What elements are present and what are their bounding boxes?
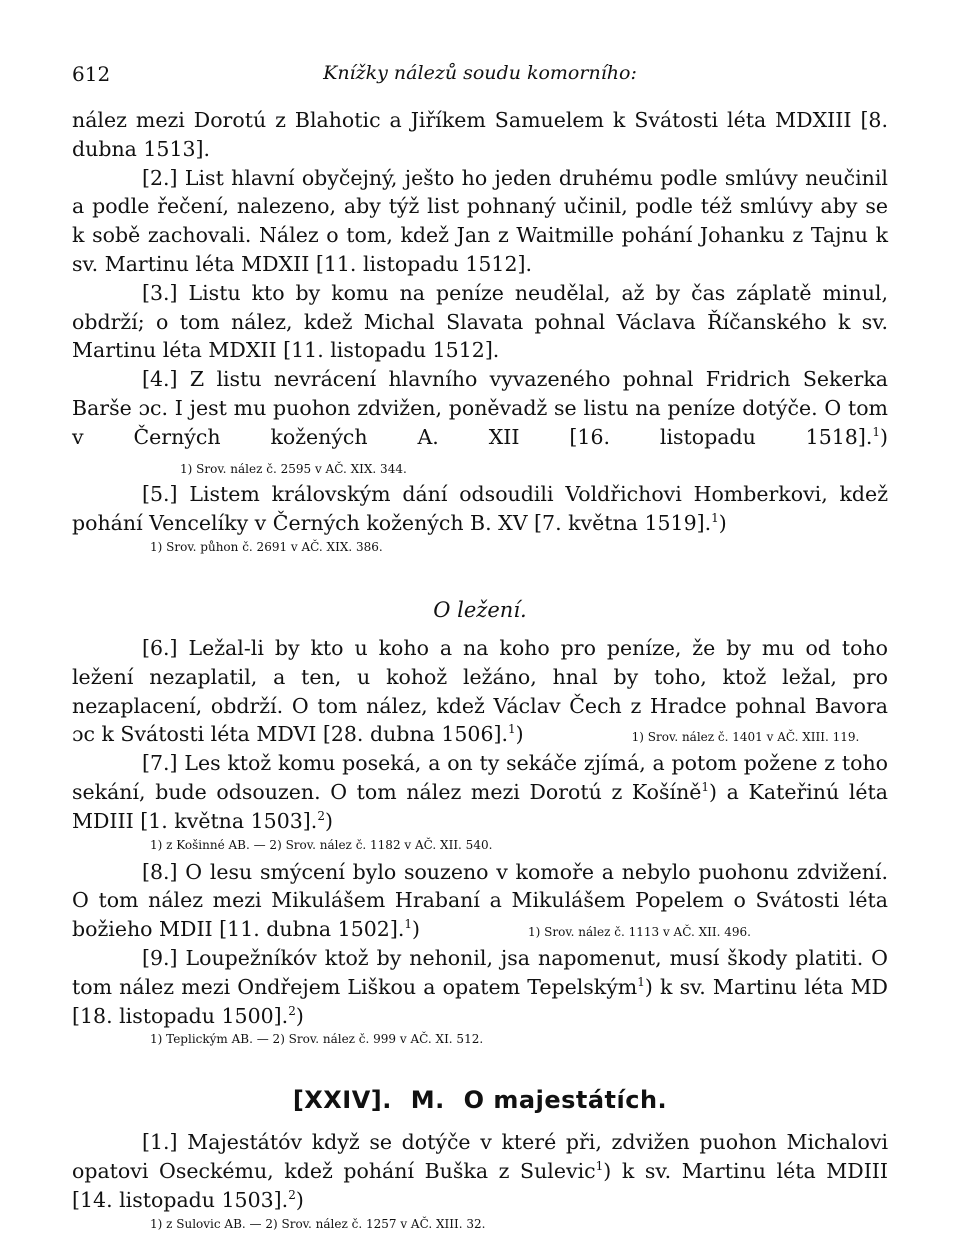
running-head: [72, 62, 888, 92]
page-number: 612: [72, 62, 111, 86]
footnote-7: 1) z Košinné AB. — 2) Srov. nález č. 1182 v AČ. XII. 540.: [150, 837, 493, 852]
footnote-8: 1) Srov. nález č. 1113 v AČ. XII. 496.: [528, 925, 751, 940]
footnote-mark: 1: [872, 424, 880, 439]
paragraph-10: [72, 1128, 888, 1214]
footnote-mark-close: ): [295, 1003, 304, 1028]
section-heading: O ležení.: [433, 597, 527, 622]
footnote-mark: 1: [508, 722, 516, 737]
footnote-mark-close: ): [515, 722, 524, 747]
footnote-mark-close: ): [718, 511, 727, 536]
paragraph-1: nález mezi Dorotú z Blahotic a Jiříkem Samuelem k Svátosti léta MDXIII [8. dubna 1513].: [72, 108, 888, 161]
paragraph-8: [72, 858, 888, 944]
footnote-mark: 1: [711, 511, 719, 526]
paragraph-9-text-a: [9.] Loupežníkóv ktož by nehonil, jsa napomenut, musí škody platiti. O tom nález mezi Ondřejem Liškou a opatem Tepelským: [72, 945, 888, 999]
paragraph-10-text-b: ) k sv. Martinu léta MDIII [14. listopadu 1503].: [72, 1159, 888, 1212]
footnote-5: 1) Srov. půhon č. 2691 v AČ. XIX. 386.: [150, 539, 383, 554]
footnote-4: 1) Srov. nález č. 2595 v AČ. XIX. 344.: [180, 461, 407, 476]
paragraph-9-text-b: ) k sv. Martinu léta MD [18. listopadu 1500].: [72, 974, 888, 1028]
paragraph-3: [3.] Listu kto by komu na peníze neudělal, až by čas záplatě minul, obdrží; o tom nález, kdež Michal Slavata pohnal Václava Říčanského k sv. Martinu léta MDXII [11. listopadu 1512].: [72, 280, 888, 363]
footnote-mark: 2: [317, 808, 325, 823]
footnote-mark: 1: [404, 917, 412, 932]
chapter-letter: M.: [410, 1086, 445, 1115]
paragraph-7-text-a: [7.] Les ktož komu poseká, a on ty sekáče zjímá, a potom požene z toho sekání, bude odsouzen. O tom nález mezi Dorotú z Košíně: [72, 751, 888, 804]
paragraph-9: [72, 944, 888, 1030]
paragraph-7-text-b: ) a Kateřinú léta MDIII [1. května 1503].: [72, 779, 888, 833]
footnote-mark: 2: [288, 1188, 296, 1203]
paragraph-4-text: [4.] Z listu nevrácení hlavního vyvazeného pohnal Fridrich Sekerka Barše ɔc. I jest mu puohon zdvižen, poněvadž se listu na peníze dotýče. O tom v Černých kožených A. XII [16. listopadu 1518].: [72, 367, 888, 449]
footnote-mark-close: ): [324, 808, 333, 833]
footnote-mark: 2: [288, 1003, 296, 1018]
footnote-mark: 1: [637, 974, 645, 989]
running-title: Knížky nálezů soudu komorního:: [323, 62, 637, 84]
paragraph-5: [72, 480, 888, 538]
footnote-mark: 1: [701, 780, 710, 795]
chapter-heading: [72, 1086, 888, 1114]
paragraph-6: [72, 634, 888, 749]
footnote-mark-close: ): [880, 424, 888, 449]
footnote-mark-close: ): [295, 1187, 304, 1212]
footnote-10: 1) z Sulovic AB. — 2) Srov. nález č. 1257 v AČ. XIII. 32.: [150, 1216, 486, 1231]
footnote-6: 1) Srov. nález č. 1401 v AČ. XIII. 119.: [631, 730, 860, 745]
footnote-9: 1) Teplickým AB. — 2) Srov. nález č. 999 v AČ. XI. 512.: [150, 1032, 484, 1047]
chapter-title: O majestátích.: [463, 1086, 668, 1115]
paragraph-8-text: [8.] O lesu smýcení bylo souzeno v komoře a nebylo puohonu zdvižení. O tom nález mezi Mikulášem Hrabaní a Mikulášem Popelem o Svátosti léta božieho MDII [11. dubna 1502].: [72, 859, 888, 942]
paragraph-7: [72, 749, 888, 835]
chapter-number: [XXIV].: [292, 1086, 392, 1115]
footnote-mark-close: ): [412, 917, 420, 942]
paragraph-6-text: [6.] Ležal-li by kto u koho a na koho pro peníze, že by mu od toho ležení nezaplatil, a ten, u kohož ležáno, hnal by toho, ktož ležal, pro nezaplacení, obdrží. O tom nález, kdež Václav Čech z Hradce pohnal Bavora ɔc k Svátosti léta MDVI [28. dubna 1506].: [72, 635, 888, 747]
paragraph-4: [72, 365, 888, 480]
paragraph-5-text: [5.] Listem královským dání odsoudili Voldřichovi Homberkovi, kdež pohání Vencelíky v Černých kožených B. XV [7. května 1519].: [72, 482, 888, 536]
paragraph-2: [2.] List hlavní obyčejný, ješto ho jeden druhému podle smlúvy neučinil a podle řečení, nalezeno, aby týž list pohnaný učinil, podle též smlúvy aby se k sobě zachovali. Nález o tom, kdež Jan z Waitmille pohání Johanku z Tajnu k sv. Martinu léta MDXII [11. listopadu 1512].: [72, 165, 888, 276]
footnote-mark: 1: [595, 1159, 604, 1174]
paragraph-10-text-a: [1.] Majestátóv když se dotýče v které při, zdvižen puohon Michalovi opatovi Oseckému, kdež pohání Buška z Sulevic: [72, 1130, 888, 1184]
